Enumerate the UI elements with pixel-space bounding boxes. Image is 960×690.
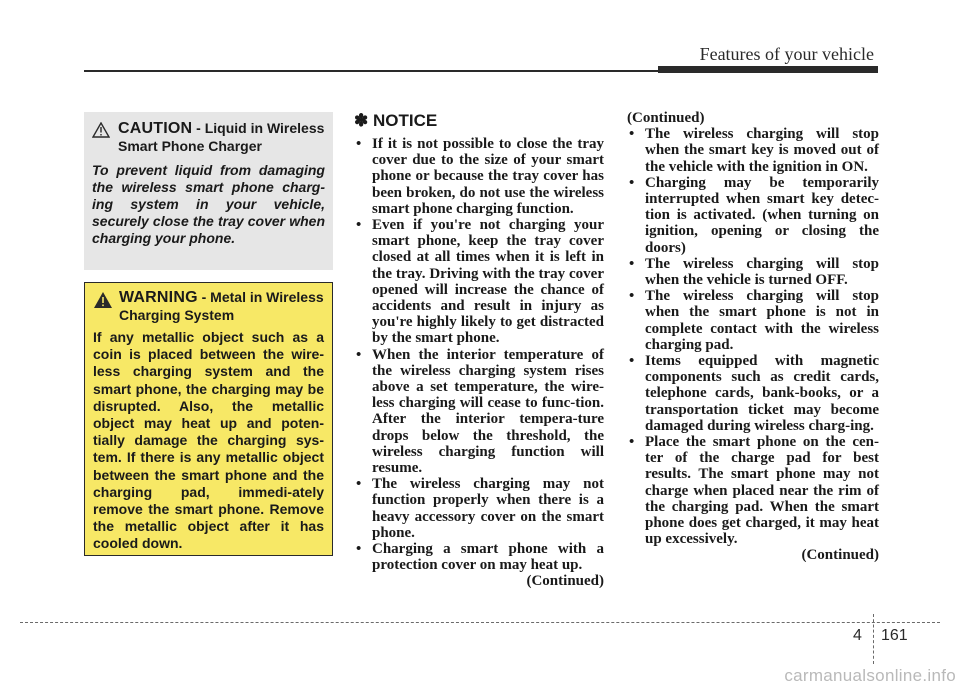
- list-item: • Items equipped with magnetic components such as credit cards, telephone cards, bank-books, or a transportation ticket may become damaged during wireless charg-ing.: [627, 353, 879, 434]
- warning-subtitle: - Metal in Wireless Charging System: [119, 289, 324, 323]
- chapter-number: 4: [853, 627, 862, 644]
- footer-divider: [873, 614, 874, 664]
- section-header-title: Features of your vehicle: [699, 44, 874, 64]
- caution-keyword: CAUTION: [118, 120, 193, 137]
- notice-column: [354, 110, 604, 590]
- warning-keyword: WARNING: [119, 289, 198, 306]
- continued-column: [627, 110, 879, 564]
- footer-dashed-rule: [20, 622, 940, 623]
- continued-from-label: (Continued): [627, 110, 705, 126]
- warning-heading: [93, 289, 324, 325]
- caution-heading: [92, 120, 325, 156]
- list-item: • The wireless charging will stop when the vehicle is turned OFF.: [627, 256, 879, 288]
- caution-triangle-icon: [92, 122, 110, 138]
- continued-label: (Continued): [801, 547, 879, 564]
- header-rule: [84, 70, 658, 72]
- caution-subtitle: - Liquid in Wireless Smart Phone Charger: [118, 120, 325, 154]
- list-item: • Place the smart phone on the cen-ter of the charge pad for best results. The smart phone may not charge when placed near the rim of the charging pad. When the smart phone does get charged, it may heat up excessively.: [627, 434, 879, 547]
- list-item: • Even if you're not charging your smart phone, keep the tray cover closed at all times when it is left in the tray. Driving with the tray cover opened will increase the chance of accidents and result in injury as you're highly likely to get distracted by the smart phone.: [354, 217, 604, 347]
- list-item: • Charging a smart phone with a protection cover on may heat up.: [354, 541, 604, 573]
- caution-body-text: To prevent liquid from damaging the wireless smart phone charg-ing system in your vehicle, securely close the tray cover when charging your phone.: [92, 162, 325, 246]
- page-number: 161: [881, 627, 908, 644]
- list-item: • When the interior temperature of the wireless charging system rises above a set temperature, the wire-less charging will cease to func-tion. After the interior tempera-ture drops below the threshold, the wireless charging function will resume.: [354, 347, 604, 477]
- warning-body-text: If any metallic object such as a coin is placed between the wire-less charging system and the smart phone, the charging may be disrupted. Also, the metallic object may heat up and poten-tially damage the charging sys-tem. If there is any metallic object between the smart phone and the charging pad, immedi-ately remove the smart phone. Remove the metallic object after it has cooled down.: [93, 329, 324, 552]
- list-item: • The wireless charging will stop when the smart phone is not in complete contact with the wireless charging pad.: [627, 288, 879, 353]
- list-item: • The wireless charging will stop when the smart key is moved out of the vehicle with the ignition in ON.: [627, 126, 879, 175]
- header-rule-bold: [658, 66, 878, 73]
- list-item: • Charging may be temporarily interrupted when smart key detec-tion is activated. (when turning on ignition, opening or closing the doors): [627, 175, 879, 256]
- notice-list: [354, 136, 604, 573]
- continued-list: [627, 126, 879, 547]
- continued-label: (Continued): [526, 573, 604, 590]
- warning-box: [84, 282, 333, 556]
- notice-title: ✽ NOTICE: [354, 111, 438, 130]
- caution-box: [84, 112, 333, 270]
- warning-triangle-icon: [93, 291, 113, 309]
- list-item: • The wireless charging may not function properly when there is a heavy accessory cover on the smart phone.: [354, 476, 604, 541]
- list-item: • If it is not possible to close the tray cover due to the size of your smart phone or because the tray cover has been broken, do not use the wireless smart phone charging function.: [354, 136, 604, 217]
- watermark-text: carmanualsonline.info: [784, 666, 956, 685]
